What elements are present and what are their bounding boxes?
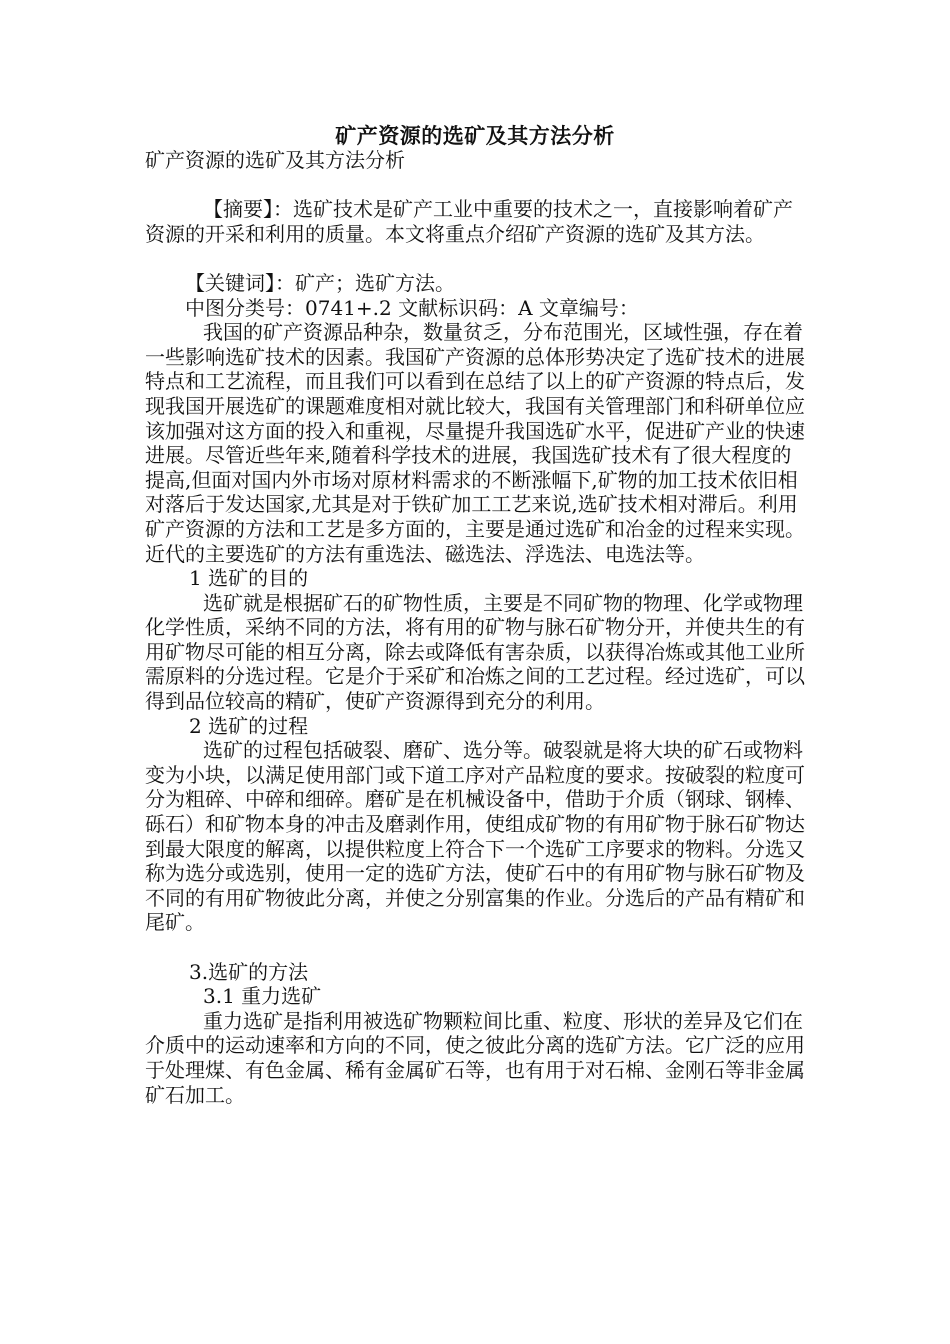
intro-paragraph: 我国的矿产资源品种杂，数量贫乏，分布范围光，区域性强，存在着一些影响选矿技术的因素。我国矿产资源的总体形势决定了选矿技术的进展特点和工艺流程，而且我们可以看到在总结了以上的矿产资源的特点后，发现我国开展选矿的课题难度相对就比较大，我国有关管理部门和科研单位应该加强对这方面的投入和重视，尽量提升我国选矿水平，促进矿产业的快速进展。尽管近些年来,随着科学技术的进展，我国选矿技术有了很大程度的提高,但面对国内外市场对原材料需求的不断涨幅下,矿物的加工技术依旧相对落后于发达国家,尤其是对于铁矿加工工艺来说,选矿技术相对滞后。利用矿产资源的方法和工艺是多方面的，主要是通过选矿和冶金的过程来实现。近代的主要选矿的方法有重选法、磁选法、浮选法、电选法等。 xyxy=(145,320,805,566)
section-2-heading: 2 选矿的过程 xyxy=(189,713,309,738)
document-subtitle: 矿产资源的选矿及其方法分析 xyxy=(145,148,405,172)
blank-line xyxy=(145,935,809,960)
keywords-line: 【关键词】：矿产；选矿方法。 xyxy=(185,270,455,295)
blank-line xyxy=(145,246,809,271)
blank-line xyxy=(145,173,809,198)
section-3-heading: 3.选矿的方法 xyxy=(189,959,309,984)
section-1-heading: 1 选矿的目的 xyxy=(189,566,309,591)
classification-line: 中图分类号：0741+.2 文献标识码：A 文章编号： xyxy=(185,295,639,320)
abstract-paragraph: 【摘要】：选矿技术是矿产工业中重要的技术之一，直接影响着矿产资源的开采和利用的质量。本文将重点介绍矿产资源的选矿及其方法。 xyxy=(145,197,793,246)
section-3-1-heading: 3.1 重力选矿 xyxy=(203,984,322,1009)
section-1-paragraph: 选矿就是根据矿石的矿物性质，主要是不同矿物的物理、化学或物理化学性质，采纳不同的方法，将有用的矿物与脉石矿物分开，并使共生的有用矿物尽可能的相互分离，除去或降低有害杂质，以获得冶炼或其他工业所需原料的分选过程。它是介于采矿和冶炼之间的工艺过程。经过选矿，可以得到品位较高的精矿，使矿产资源得到充分的利用。 xyxy=(145,590,805,714)
document-body xyxy=(145,148,809,1107)
section-2-paragraph: 选矿的过程包括破裂、磨矿、选分等。破裂就是将大块的矿石或物料变为小块，以满足使用部门或下道工序对产品粒度的要求。按破裂的粒度可分为粗碎、中碎和细碎。磨矿是在机械设备中，借助于介质（钢球、钢棒、砾石）和矿物本身的冲击及磨剥作用，使组成矿物的有用矿物于脉石矿物达到最大限度的解离，以提供粒度上符合下一个选矿工序要求的物料。分选又称为选分或选别，使用一定的选矿方法，使矿石中的有用矿物与脉石矿物及不同的有用矿物彼此分离，并使之分别富集的作业。分选后的产品有精矿和尾矿。 xyxy=(145,738,805,935)
document-title: 矿产资源的选矿及其方法分析 xyxy=(335,123,615,148)
section-3-1-paragraph: 重力选矿是指利用被选矿物颗粒间比重、粒度、形状的差异及它们在介质中的运动速率和方向的不同，使之彼此分离的选矿方法。它广泛的应用于处理煤、有色金属、稀有金属矿石等，也有用于对石棉、金刚石等非金属矿石加工。 xyxy=(145,1008,805,1107)
